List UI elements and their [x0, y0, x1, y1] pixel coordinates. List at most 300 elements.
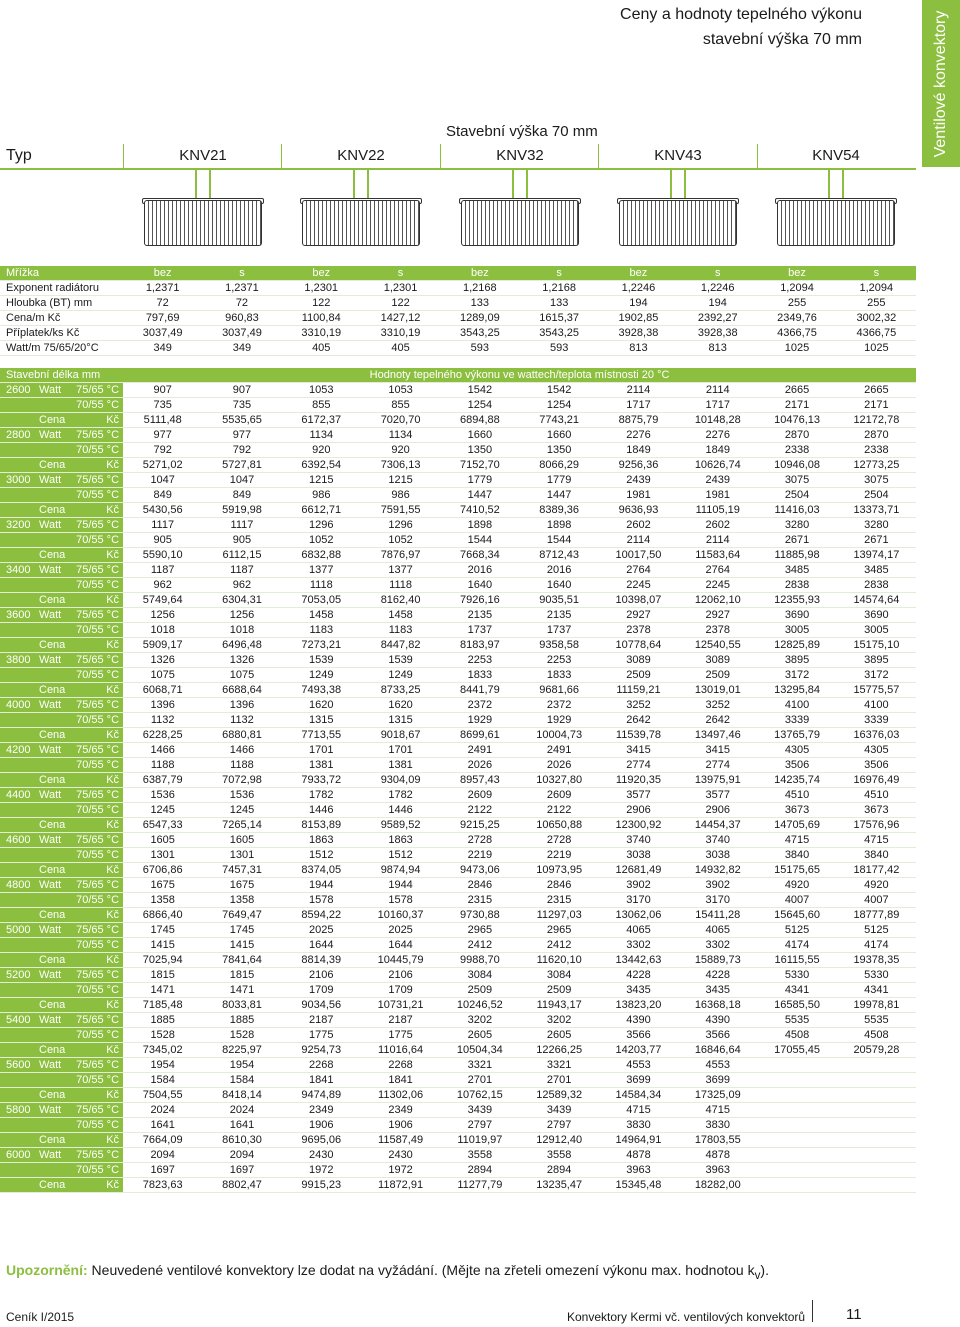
currency-label: Kč	[74, 998, 123, 1013]
length-spacer	[0, 548, 36, 563]
watt-value: 4878	[599, 1148, 678, 1163]
price-value: 13295,84	[757, 683, 836, 698]
price-value: 6304,31	[202, 593, 281, 608]
watt-value: 1377	[282, 563, 361, 578]
price-label: Cena	[36, 1043, 74, 1058]
price-value: 18282,00	[678, 1178, 757, 1193]
performance-row-70	[0, 983, 916, 998]
watt-value: 1779	[440, 473, 519, 488]
temp-label: 70/55 °C	[74, 578, 123, 593]
spec-value: 2392,27	[678, 311, 757, 326]
watt-value: 1188	[202, 758, 281, 773]
watt-value: 1117	[123, 518, 202, 533]
price-label: Cena	[36, 593, 74, 608]
watt-value: 2016	[520, 563, 599, 578]
watt-value: 3038	[678, 848, 757, 863]
price-label: Cena	[36, 998, 74, 1013]
price-value: 7345,02	[123, 1043, 202, 1058]
price-row	[0, 863, 916, 878]
price-value: 6496,48	[202, 638, 281, 653]
spec-value: 3002,32	[837, 311, 916, 326]
length-spacer	[0, 443, 36, 458]
temp-label: 70/55 °C	[74, 1118, 123, 1133]
watt-value: 3172	[837, 668, 916, 683]
performance-row-70	[0, 398, 916, 413]
kind-spacer	[36, 713, 74, 728]
length-spacer	[0, 1163, 36, 1178]
performance-row-70	[0, 758, 916, 773]
length-spacer	[0, 803, 36, 818]
currency-label: Kč	[74, 638, 123, 653]
watt-value: 2349	[282, 1103, 361, 1118]
length-spacer	[0, 503, 36, 518]
price-value: 11943,17	[520, 998, 599, 1013]
price-value: 6112,15	[202, 548, 281, 563]
watt-value: 2430	[282, 1148, 361, 1163]
length-value: 2600	[0, 383, 36, 398]
price-value: 9256,36	[599, 458, 678, 473]
note-subscript: v	[754, 1268, 761, 1282]
watt-value: 855	[361, 398, 440, 413]
price-label: Cena	[36, 458, 74, 473]
price-value: 15645,60	[757, 908, 836, 923]
price-value: 5909,17	[123, 638, 202, 653]
spec-header-row	[0, 266, 916, 281]
watt-value: 4174	[757, 938, 836, 953]
price-value: 10778,64	[599, 638, 678, 653]
price-value: 12912,40	[520, 1133, 599, 1148]
watt-label: Watt	[36, 698, 74, 713]
watt-value: 1315	[282, 713, 361, 728]
watt-value: 4878	[678, 1148, 757, 1163]
performance-row-70	[0, 1073, 916, 1088]
price-value: 8610,30	[202, 1133, 281, 1148]
price-value: 6866,40	[123, 908, 202, 923]
temp-label: 70/55 °C	[74, 488, 123, 503]
watt-value	[757, 1058, 836, 1073]
price-value: 8447,82	[361, 638, 440, 653]
watt-value: 2491	[440, 743, 519, 758]
price-value: 20579,28	[837, 1043, 916, 1058]
price-value: 8733,25	[361, 683, 440, 698]
spec-row	[0, 311, 916, 326]
price-row	[0, 728, 916, 743]
spec-value: 1100,84	[282, 311, 361, 326]
watt-value: 1528	[123, 1028, 202, 1043]
watt-value: 2846	[440, 878, 519, 893]
length-value: 3200	[0, 518, 36, 533]
price-value: 9730,88	[440, 908, 519, 923]
price-value: 15175,65	[757, 863, 836, 878]
temp-label: 70/55 °C	[74, 803, 123, 818]
price-value: 10327,80	[520, 773, 599, 788]
watt-label: Watt	[36, 383, 74, 398]
watt-value: 1644	[282, 938, 361, 953]
watt-value: 3690	[837, 608, 916, 623]
price-value: 6228,25	[123, 728, 202, 743]
watt-value: 2026	[440, 758, 519, 773]
price-value: 7743,21	[520, 413, 599, 428]
price-value: 7185,48	[123, 998, 202, 1013]
watt-label: Watt	[36, 788, 74, 803]
watt-value: 1018	[202, 623, 281, 638]
watt-value: 3506	[757, 758, 836, 773]
watt-value: 1466	[123, 743, 202, 758]
watt-value: 1326	[123, 653, 202, 668]
watt-value: 1849	[678, 443, 757, 458]
watt-value: 3435	[599, 983, 678, 998]
spec-value: 1,2371	[123, 281, 202, 296]
watt-value: 3830	[678, 1118, 757, 1133]
watt-value: 1972	[282, 1163, 361, 1178]
watt-value: 3280	[837, 518, 916, 533]
watt-value: 4920	[757, 878, 836, 893]
side-tab	[922, 0, 960, 167]
watt-value: 2016	[440, 563, 519, 578]
watt-value: 1256	[202, 608, 281, 623]
watt-value: 2906	[678, 803, 757, 818]
watt-value: 792	[123, 443, 202, 458]
watt-value: 3740	[599, 833, 678, 848]
watt-label: Watt	[36, 428, 74, 443]
watt-value: 2315	[440, 893, 519, 908]
length-spacer	[0, 1043, 36, 1058]
price-value: 5590,10	[123, 548, 202, 563]
watt-value: 2338	[757, 443, 836, 458]
watt-value: 4715	[757, 833, 836, 848]
price-value: 7649,47	[202, 908, 281, 923]
price-value: 12266,25	[520, 1043, 599, 1058]
watt-value: 2894	[520, 1163, 599, 1178]
watt-value: 1906	[361, 1118, 440, 1133]
grille-option: bez	[123, 266, 202, 281]
watt-value: 1640	[440, 578, 519, 593]
temp-label: 75/65 °C	[74, 878, 123, 893]
watt-value: 1833	[440, 668, 519, 683]
price-row	[0, 773, 916, 788]
price-value: 9035,51	[520, 593, 599, 608]
price-value: 5111,48	[123, 413, 202, 428]
watt-value: 2187	[282, 1013, 361, 1028]
price-value: 9304,09	[361, 773, 440, 788]
price-value: 8699,61	[440, 728, 519, 743]
spec-label: Exponent radiátoru	[0, 281, 123, 296]
watt-value: 2412	[520, 938, 599, 953]
watt-value: 2491	[520, 743, 599, 758]
watt-value: 849	[202, 488, 281, 503]
watt-value: 1296	[282, 518, 361, 533]
watt-value: 1396	[123, 698, 202, 713]
price-value: 14932,82	[678, 863, 757, 878]
performance-row-75	[0, 608, 916, 623]
price-row	[0, 998, 916, 1013]
watt-value: 2187	[361, 1013, 440, 1028]
watt-value: 3038	[599, 848, 678, 863]
watt-value: 2671	[837, 533, 916, 548]
spec-row	[0, 296, 916, 311]
price-value: 7926,16	[440, 593, 519, 608]
watt-value: 2965	[440, 923, 519, 938]
watt-value: 3699	[599, 1073, 678, 1088]
price-value: 10148,28	[678, 413, 757, 428]
price-value: 7668,34	[440, 548, 519, 563]
price-value: 12589,32	[520, 1088, 599, 1103]
currency-label: Kč	[74, 593, 123, 608]
spec-value: 797,69	[123, 311, 202, 326]
kind-spacer	[36, 893, 74, 908]
watt-value: 905	[202, 533, 281, 548]
watt-value: 1415	[202, 938, 281, 953]
performance-row-75	[0, 788, 916, 803]
kind-spacer	[36, 443, 74, 458]
watt-value: 4553	[678, 1058, 757, 1073]
watt-value: 3339	[837, 713, 916, 728]
price-value: 7457,31	[202, 863, 281, 878]
price-value: 9695,06	[282, 1133, 361, 1148]
watt-value: 3699	[678, 1073, 757, 1088]
grille-option: s	[361, 266, 440, 281]
spec-value: 405	[282, 341, 361, 356]
watt-value: 2276	[599, 428, 678, 443]
page-subtitle: stavební výška 70 mm	[702, 31, 862, 48]
watt-value: 4174	[837, 938, 916, 953]
watt-value: 4341	[757, 983, 836, 998]
price-value: 10246,52	[440, 998, 519, 1013]
model-name: KNV32	[496, 147, 544, 164]
watt-value: 2378	[599, 623, 678, 638]
page-number: 11	[846, 1306, 862, 1323]
watt-value	[757, 1118, 836, 1133]
watt-value: 3690	[757, 608, 836, 623]
spec-row	[0, 326, 916, 341]
watt-label: Watt	[36, 878, 74, 893]
price-value	[757, 1133, 836, 1148]
watt-value: 1539	[361, 653, 440, 668]
watt-value: 2268	[361, 1058, 440, 1073]
watt-value: 3084	[440, 968, 519, 983]
watt-value: 1447	[520, 488, 599, 503]
watt-value: 3439	[520, 1103, 599, 1118]
watt-value: 2906	[599, 803, 678, 818]
watt-value: 1737	[440, 623, 519, 638]
watt-value: 907	[202, 383, 281, 398]
performance-row-70	[0, 623, 916, 638]
watt-value: 5535	[837, 1013, 916, 1028]
price-row	[0, 548, 916, 563]
length-spacer	[0, 938, 36, 953]
kind-spacer	[36, 1118, 74, 1133]
grille-option: s	[837, 266, 916, 281]
performance-row-75	[0, 518, 916, 533]
length-value: 5800	[0, 1103, 36, 1118]
performance-row-75	[0, 1013, 916, 1028]
watt-value: 1544	[440, 533, 519, 548]
price-value: 8162,40	[361, 593, 440, 608]
watt-value: 1717	[599, 398, 678, 413]
watt-value: 1047	[202, 473, 281, 488]
currency-label: Kč	[74, 458, 123, 473]
length-spacer	[0, 818, 36, 833]
currency-label: Kč	[74, 773, 123, 788]
price-value: 16846,64	[678, 1043, 757, 1058]
watt-value: 3170	[678, 893, 757, 908]
watt-value: 4100	[837, 698, 916, 713]
watt-label: Watt	[36, 743, 74, 758]
price-value: 7841,64	[202, 953, 281, 968]
price-value: 18177,42	[837, 863, 916, 878]
price-value: 11016,64	[361, 1043, 440, 1058]
watt-value: 1542	[440, 383, 519, 398]
spec-value: 960,83	[202, 311, 281, 326]
watt-value: 3566	[599, 1028, 678, 1043]
spec-value: 813	[678, 341, 757, 356]
performance-row-70	[0, 1118, 916, 1133]
length-value: 4000	[0, 698, 36, 713]
length-value: 5200	[0, 968, 36, 983]
price-value: 9874,94	[361, 863, 440, 878]
note-text: Neuvedené ventilové konvektory lze dodat na vyžádání. (Mějte na zřeteli omezení výkonu max. hodnotou k	[87, 1262, 755, 1278]
watt-label: Watt	[36, 1013, 74, 1028]
watt-value: 2509	[678, 668, 757, 683]
watt-value: 1641	[123, 1118, 202, 1133]
watt-value: 1745	[202, 923, 281, 938]
price-label: Cena	[36, 503, 74, 518]
side-tab-label: Ventilové konvektory	[932, 10, 949, 157]
watt-value: 2106	[361, 968, 440, 983]
spec-value: 3928,38	[599, 326, 678, 341]
watt-value: 3902	[678, 878, 757, 893]
length-spacer	[0, 848, 36, 863]
price-value: 6068,71	[123, 683, 202, 698]
kind-spacer	[36, 1028, 74, 1043]
radiator-illustration-knv43	[615, 170, 741, 248]
watt-value: 1885	[202, 1013, 281, 1028]
price-value: 9589,52	[361, 818, 440, 833]
watt-value: 3005	[837, 623, 916, 638]
price-value: 13062,06	[599, 908, 678, 923]
temp-label: 70/55 °C	[74, 668, 123, 683]
price-value: 7504,55	[123, 1088, 202, 1103]
price-value: 11872,91	[361, 1178, 440, 1193]
spec-value: 255	[837, 296, 916, 311]
price-value: 6612,71	[282, 503, 361, 518]
price-value: 10762,15	[440, 1088, 519, 1103]
length-spacer	[0, 638, 36, 653]
price-value: 10504,34	[440, 1043, 519, 1058]
watt-value: 1326	[202, 653, 281, 668]
price-value: 14203,77	[599, 1043, 678, 1058]
performance-row-70	[0, 803, 916, 818]
temp-label: 75/65 °C	[74, 743, 123, 758]
temp-label: 75/65 °C	[74, 608, 123, 623]
watt-value	[837, 1118, 916, 1133]
price-value: 10160,37	[361, 908, 440, 923]
price-value: 11159,21	[599, 683, 678, 698]
price-value: 8875,79	[599, 413, 678, 428]
watt-value: 1447	[440, 488, 519, 503]
watt-value: 2509	[599, 668, 678, 683]
price-value: 5749,64	[123, 593, 202, 608]
price-value: 11019,97	[440, 1133, 519, 1148]
watt-value: 4715	[837, 833, 916, 848]
price-row	[0, 1088, 916, 1103]
watt-value: 3840	[757, 848, 836, 863]
price-value: 19378,35	[837, 953, 916, 968]
watt-label: Watt	[36, 1103, 74, 1118]
watt-value: 1841	[361, 1073, 440, 1088]
watt-value: 2114	[678, 383, 757, 398]
watt-label: Watt	[36, 653, 74, 668]
watt-value: 4007	[757, 893, 836, 908]
price-value: 7306,13	[361, 458, 440, 473]
watt-value: 1446	[282, 803, 361, 818]
watt-value: 1898	[520, 518, 599, 533]
price-value: 8594,22	[282, 908, 361, 923]
length-spacer	[0, 623, 36, 638]
watt-value: 1660	[440, 428, 519, 443]
price-value: 7410,52	[440, 503, 519, 518]
watt-value: 1187	[123, 563, 202, 578]
watt-value: 4553	[599, 1058, 678, 1073]
performance-row-75	[0, 878, 916, 893]
watt-value: 2372	[440, 698, 519, 713]
watt-value: 1118	[282, 578, 361, 593]
price-value: 11416,03	[757, 503, 836, 518]
grille-option: s	[202, 266, 281, 281]
price-label: Cena	[36, 818, 74, 833]
watt-value: 1972	[361, 1163, 440, 1178]
kind-spacer	[36, 983, 74, 998]
performance-row-70	[0, 1028, 916, 1043]
spec-value: 3037,49	[202, 326, 281, 341]
kind-spacer	[36, 623, 74, 638]
watt-value: 2114	[599, 383, 678, 398]
performance-row-70	[0, 848, 916, 863]
price-value: 11277,79	[440, 1178, 519, 1193]
watt-value: 4305	[837, 743, 916, 758]
price-value: 7664,09	[123, 1133, 202, 1148]
temp-label: 75/65 °C	[74, 428, 123, 443]
length-spacer	[0, 458, 36, 473]
temp-label: 75/65 °C	[74, 833, 123, 848]
price-value: 13975,91	[678, 773, 757, 788]
watt-value: 4065	[678, 923, 757, 938]
price-value: 14584,34	[599, 1088, 678, 1103]
section-title: Stavební výška 70 mm	[446, 123, 598, 140]
watt-value: 2171	[757, 398, 836, 413]
price-value: 6172,37	[282, 413, 361, 428]
radiator-illustration-knv22	[298, 170, 424, 248]
spec-row	[0, 341, 916, 356]
watt-value: 3280	[757, 518, 836, 533]
watt-label: Watt	[36, 518, 74, 533]
watt-value: 4100	[757, 698, 836, 713]
temp-label: 75/65 °C	[74, 698, 123, 713]
price-value: 9215,25	[440, 818, 519, 833]
price-value: 11302,06	[361, 1088, 440, 1103]
watt-value: 1815	[202, 968, 281, 983]
price-value: 7072,98	[202, 773, 281, 788]
length-value: 3600	[0, 608, 36, 623]
price-value: 9473,06	[440, 863, 519, 878]
watt-value: 2838	[837, 578, 916, 593]
length-spacer	[0, 683, 36, 698]
spec-value: 1,2168	[519, 281, 598, 296]
watt-value: 1675	[202, 878, 281, 893]
watt-value: 3673	[757, 803, 836, 818]
watt-value: 1315	[361, 713, 440, 728]
grille-option: bez	[282, 266, 361, 281]
